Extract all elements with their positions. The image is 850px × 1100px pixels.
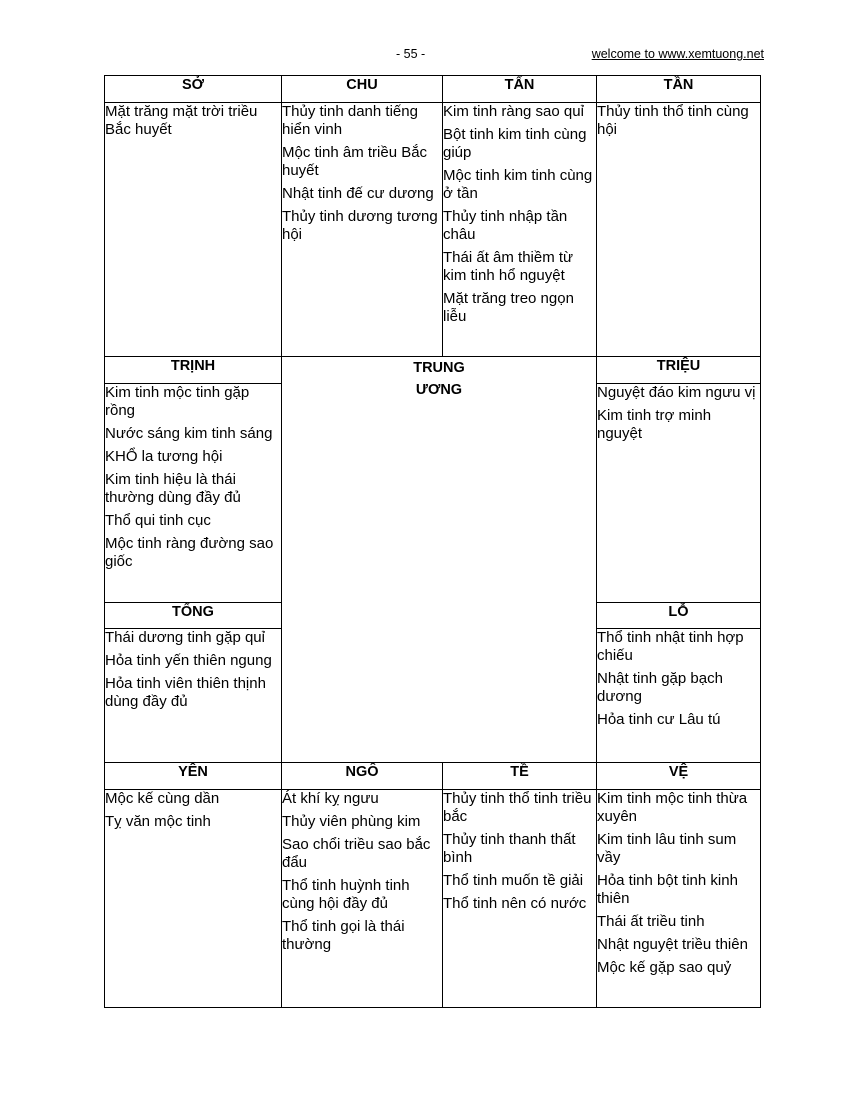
page-header — [0, 47, 850, 65]
list-item: Kim tinh trợ minh nguyệt — [597, 407, 712, 442]
region-header-trinh: TRỊNH — [105, 357, 282, 384]
region-cell-ve — [597, 790, 761, 1008]
list-item: Hỏa tinh cư Lâu tú — [597, 711, 721, 728]
list-item: Kim tinh hiệu là thái thường dùng đầy đủ — [105, 471, 241, 506]
region-header-ngo: NGÔ — [282, 763, 443, 790]
site-link[interactable]: welcome to www.xemtuong.net — [591, 47, 764, 61]
list-item: Thổ tinh muốn tề giải — [443, 872, 584, 889]
list-item: Thổ tinh nên có nước — [443, 895, 587, 912]
region-cell-lo — [597, 629, 761, 763]
list-item: Sao chổi triều sao bắc đẩu — [282, 836, 431, 871]
region-cell-ngo — [282, 790, 443, 1008]
region-header-chu: CHU — [282, 76, 443, 103]
list-item: Mộc kế cùng dần — [105, 790, 220, 807]
list-item: Thủy tinh nhập tần châu — [443, 208, 568, 243]
list-item: Thủy tinh thổ tinh cùng hội — [597, 103, 749, 138]
list-item: Kim tinh lâu tinh sum vầy — [597, 831, 737, 866]
region-header-te: TỀ — [443, 763, 597, 790]
region-table — [104, 75, 761, 1008]
list-item: Nhật tinh gặp bạch dương — [597, 670, 723, 705]
list-item: Thái ất triều tinh — [597, 913, 705, 930]
list-item: Kim tinh mộc tinh gặp rồng — [105, 384, 250, 419]
list-item: Mộc tinh âm triều Bắc huyết — [282, 144, 428, 179]
list-item: KHỔ la tương hội — [105, 448, 223, 465]
list-item: Hỏa tinh bột tinh kinh thiên — [597, 872, 738, 907]
region-cell-trieu — [597, 384, 761, 603]
region-header-tong: TỐNG — [105, 603, 282, 629]
center-label-line1: TRUNG — [413, 360, 465, 376]
list-item: Thổ tinh gọi là thái thường — [282, 918, 405, 953]
region-header-so: SỞ — [105, 76, 282, 103]
list-item: Nhật tinh đế cư dương — [282, 185, 434, 202]
region-cell-tan2 — [597, 103, 761, 357]
list-item: Nguyệt đáo kim ngưu vị — [597, 384, 756, 401]
list-item: Kim tinh ràng sao quỉ — [443, 103, 584, 120]
list-item: Thủy tinh dương tương hội — [282, 208, 438, 243]
region-cell-tan — [443, 103, 597, 357]
list-item: Mặt trăng mặt trời triều Bắc huyết — [105, 103, 258, 138]
region-header-lo: LỖ — [597, 603, 761, 629]
list-item: Hỏa tinh viên thiên thịnh dùng đầy đủ — [105, 675, 266, 710]
region-cell-yen — [105, 790, 282, 1008]
list-item: Hỏa tinh yến thiên ngung — [105, 652, 272, 669]
list-item: Bột tinh kim tinh cùng giúp — [443, 126, 587, 161]
list-item: Thổ qui tinh cục — [105, 512, 211, 529]
list-item: Thổ tinh huỳnh tinh cùng hội đầy đủ — [282, 877, 410, 912]
region-cell-trinh — [105, 384, 282, 603]
list-item: Mộc tinh ràng đường sao giốc — [105, 535, 274, 570]
region-header-ve: VỆ — [597, 763, 761, 790]
region-cell-te — [443, 790, 597, 1008]
list-item: Kim tinh mộc tinh thừa xuyên — [597, 790, 748, 825]
list-item: Mộc kế gặp sao quỷ — [597, 959, 732, 976]
list-item: Át khí kỵ ngưu — [282, 790, 379, 807]
list-item: Nước sáng kim tinh sáng — [105, 425, 273, 442]
list-item: Thái ất âm thiềm từ kim tinh hổ nguyệt — [443, 249, 574, 284]
list-item: Thổ tinh nhật tinh hợp chiếu — [597, 629, 744, 664]
region-cell-tong — [105, 629, 282, 763]
page-number: - 55 - — [396, 47, 426, 61]
region-header-trieu: TRIỆU — [597, 357, 761, 384]
list-item: Thủy tinh thanh thất bình — [443, 831, 576, 866]
list-item: Mặt trăng treo ngọn liễu — [443, 290, 574, 325]
list-item: Thủy tinh thổ tinh triều bắc — [443, 790, 592, 825]
list-item: Tỵ văn mộc tinh — [105, 813, 211, 830]
center-cell — [282, 357, 597, 763]
list-item: Nhật nguyệt triều thiên — [597, 936, 748, 953]
list-item: Thái dương tinh gặp quỉ — [105, 629, 265, 646]
region-header-tan2: TẦN — [597, 76, 761, 103]
list-item: Mộc tinh kim tinh cùng ở tần — [443, 167, 593, 202]
region-header-tan: TẤN — [443, 76, 597, 103]
list-item: Thủy viên phùng kim — [282, 813, 421, 830]
list-item: Thủy tinh danh tiếng hiển vinh — [282, 103, 418, 138]
center-label-line2: ƯƠNG — [415, 382, 463, 398]
region-header-yen: YÊN — [105, 763, 282, 790]
region-cell-so — [105, 103, 282, 357]
region-cell-chu — [282, 103, 443, 357]
